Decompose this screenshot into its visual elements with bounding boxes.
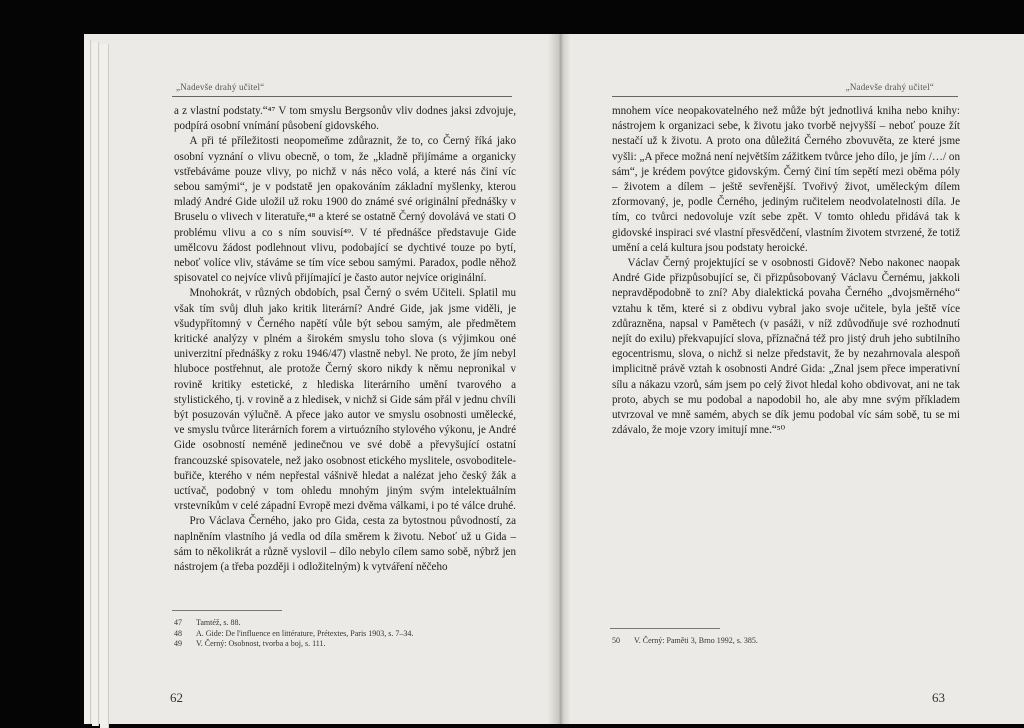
page-number-right: 63: [932, 690, 945, 705]
paragraph: Mnohokrát, v různých obdobích, psal Černý o svém Učiteli. Splatil mu však tím svůj dluh jako kritik literární? André Gide, jak jsme viděli, je všudypřítomný v Černého napětí vůle být sebou samým, ale předmětem kritické analýzy v plném a širokém smyslu toho slova (s výjimkou oné univerzitní přednášky z roku 1946/47) vlastně nebyl. Ne proto, že jím nebyl hluboce postřehnut, ale protože Černý skoro nikdy k němu nepronikal v rovině kritiky estetické, z hlediska literárního umění tvarového a stylistického, tj. v rovině a z hledisek, v nichž si Gide sám přál v jednu chvíli být posuzován výlučně. A přece jako autor ve smyslu osobnosti umělecké, ve smyslu tvůrce literárních forem a virtuózního stylového výkonu, je André Gide osobností neméně jedinečnou ve své době a převyšující ostatní francouzské spisovatele, než jako osobnost etického myslitele, osvoboditele-buřiče, kterého v ném nepřestal vášnivě hledat a nalézat jeho český žák a uctívač, podobný v tom ohledu mnohým jiným svým intelektuálním vrstevníkům v celé západní Evropě mezi dvěma válkami, i po té válce druhé.: [174, 287, 516, 513]
footnote: 48 A. Gide: De l'influence en littérature, Prétextes, Paris 1903, s. 7–34.: [174, 628, 414, 638]
book-gutter: [548, 34, 572, 724]
paragraph: Václav Černý projektující se v osobnosti Gidově? Nebo nakonec naopak André Gide přizpůsobující se, či přizpůsobovaný Václavu Černému, jakkoli nepravděpodobně to zní? Aby dialektická povaha Černého „dvojsměrného“ vztahu k těm, které si z obdivu vybral jako svoje učitele, byla ještě více zdůrazněna, napsal v Pamětech (v pasáži, v níž zdůvodňuje své rozhodnutí nejít do exilu) překvapující slova, příznačná též pro jistý druh jeho subtilního egocentrismu, slova, o nichž si nelze představit, že by nezahrnovala alespoň implicitně právě vztah k osobnosti André Gida: „Znal jsem přece imperativní sílu a nákazu vzorů, sám jsem po celý život hledal koho obdivovat, ani ne tak proto, abych se mu podobal a napodobil ho, ale aby mne svým příkladem utvrzoval ve mně samém, abych se dík jemu podobal víc sám sobě, tu se mi zdávalo, že moje vzory imitují mne.“⁵⁰: [612, 257, 960, 437]
paragraph: a z vlastní podstaty.“⁴⁷ V tom smyslu Bergsonův vliv dodnes jaksi zdvojuje, podpírá osobní vnímání působení gidovského.: [174, 105, 516, 133]
page-stack-edge: [84, 40, 91, 724]
footnote-rule: [172, 610, 282, 611]
paragraph: mnohem více neopakovatelného než může být jednotlivá kniha nebo knihy: nástrojem k organizaci sebe, k životu jako tvorbě nejvyšší – neboť pouze žít nestačí už k životu. A proto ona důležitá Černého zbovuvěta, ze které jsme vyšli: „A přece možná není největším zážitkem tvůrce jeho dílo, je jím /…/ on sám“, je krédem povýtce gidovským. Černý činí tím sepětí mezi oběma póly – životem a dílem – ještě sevřenější. Tvořivý život, uměleckým dílem zformovaný, je, podle Černého, jediným ručitelem neodvolatelnosti díla. Je tím, co tvůrci nedovoluje vzít sebe zpět. V tomto ohledu přidává tak k gidovské inspiraci své vlastní přesvědčení, vlastním životem stvrzené, že totiž umění a celá kultura jsou podstaty heroické.: [612, 105, 960, 254]
running-head-right: „Nadevše drahý učitel“: [845, 82, 934, 92]
header-rule: [612, 96, 958, 97]
left-page-body: [174, 104, 516, 575]
right-page: [572, 34, 1024, 724]
page-stack-edge: [92, 42, 99, 726]
header-rule: [172, 96, 512, 97]
footnotes-right: [612, 636, 758, 647]
footnotes-left: [174, 618, 413, 650]
footnote: 50 V. Černý: Paměti 3, Brno 1992, s. 385.: [612, 636, 758, 645]
running-head-left: „Nadevše drahý učitel“: [176, 82, 265, 92]
right-page-body: [612, 104, 960, 438]
paragraph: Pro Václava Černého, jako pro Gida, cesta za bytostnou původností, za naplněním vlastního já vedla od díla směrem k životu. Neboť už u Gida – sám to několikrát a různě vyslovil – dílo nebylo cílem samo sobě, nýbrž jen nástrojem (a třeba později i odložitelným) k vytváření něčeho: [174, 515, 516, 574]
paragraph: A při té příležitosti neopomeňme zdůraznit, že to, co Černý říká jako osobní vyznání o vlivu obecně, o tom, že „kladně přijímáme a organicky vstřebáváme pouze vlivy, po nichž v nás něco volá, a které nás činí víc sebou samými“, je v podstatě jen opakováním základní myšlenky, kterou mladý André Gide uložil už roku 1900 do známé své originální přednášky v Bruselu o vlivech v literatuře,⁴⁸ a které se ostatně Černý dovolává ve stati O problému vlivu a co s ním souvisí⁴⁹. V té přednášce představuje Gide umělcovu žádost podlehnout vlivu, podobající se dychtivé touze po bytí, neboť volíce vliv, stáváme se tím více sebou samými. Paradox, podle něhož spisovatel co nejvíce vlivů přijímající je často autor nejvíce originální.: [174, 135, 516, 285]
footnote: 49 V. Černý: Osobnost, tvorba a boj, s. 111.: [174, 639, 326, 648]
footnote: 47 Tamtéž, s. 88.: [174, 618, 241, 627]
page-number-left: 62: [170, 690, 183, 705]
footnote-rule: [610, 628, 720, 629]
page-stack-edge: [100, 44, 109, 728]
left-page: [118, 34, 550, 724]
